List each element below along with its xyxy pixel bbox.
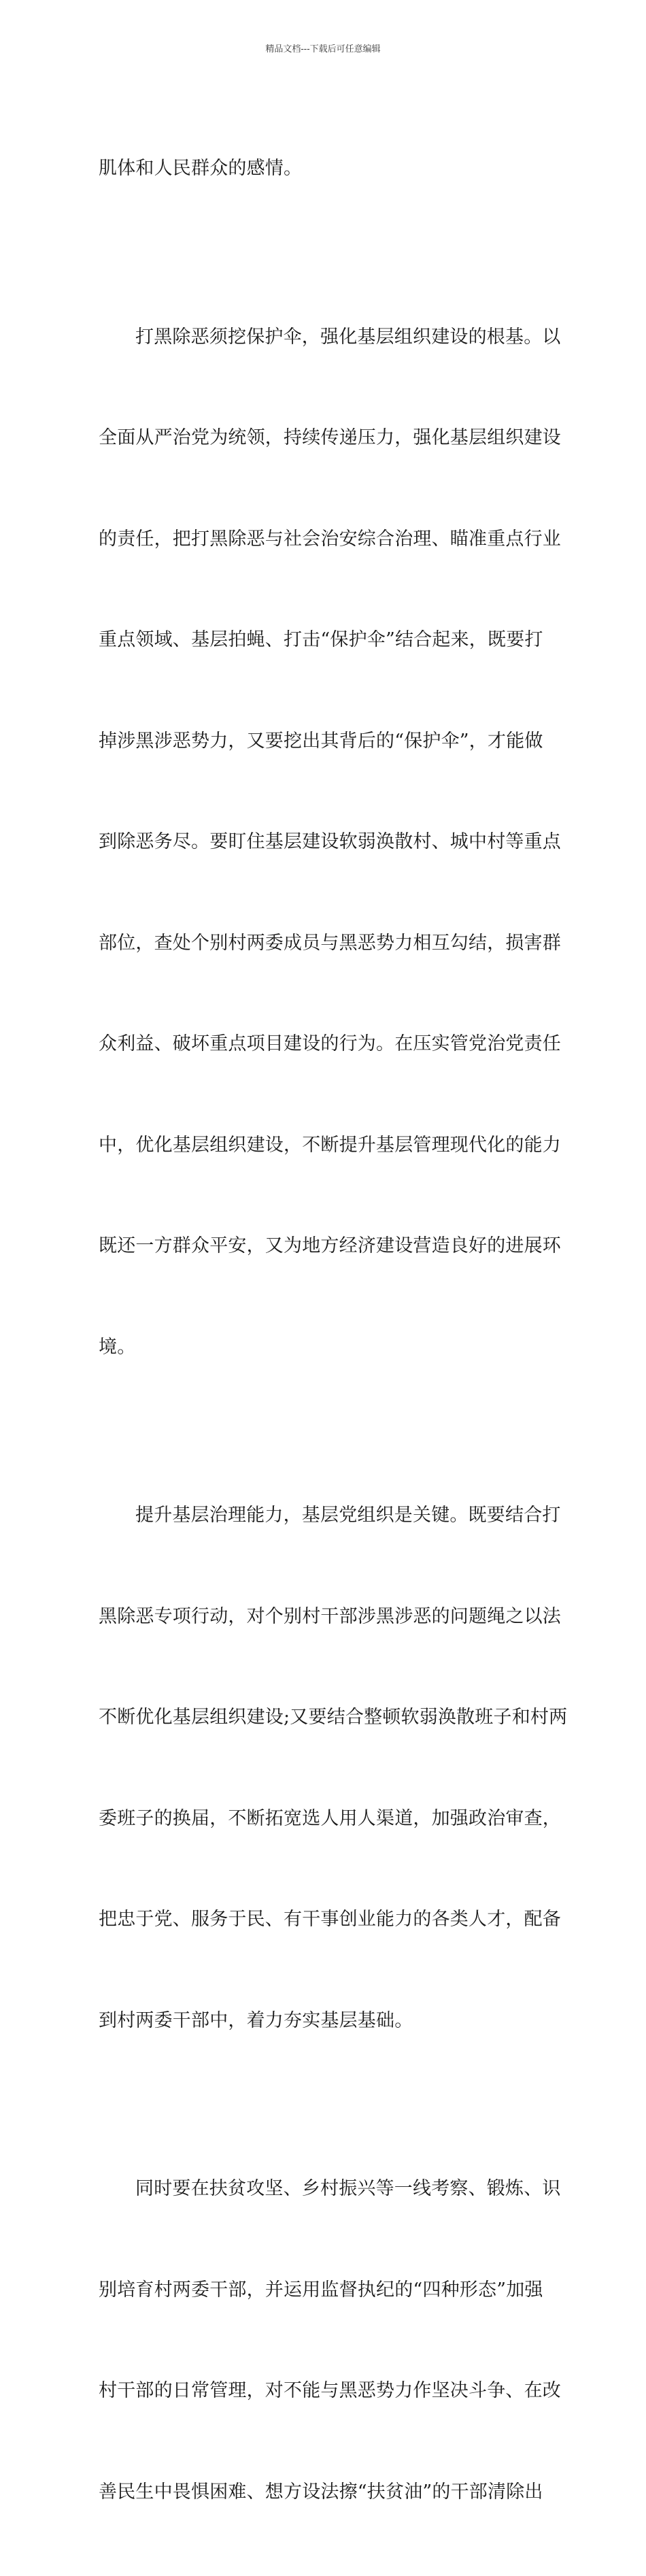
text-line: 别培育村两委干部，并运用监督执纪的“四种形态”加强	[99, 2279, 543, 2301]
text-line: 全面从严治党为统领，持续传递压力，强化基层组织建设	[99, 427, 561, 448]
document-body	[99, 84, 568, 2576]
paragraph-1	[99, 84, 551, 253]
text-line: 肌体和人民群众的感情。	[99, 158, 303, 179]
text-line: 黑除恶专项行动，对个别村干部涉黑涉恶的问题绳之以法	[99, 1605, 561, 1627]
text-line: 中，优化基层组织建设，不断提升基层管理现代化的能力	[99, 1134, 561, 1156]
text-line: 村干部的日常管理，对不能与黑恶势力作坚决斗争、在改	[99, 2380, 561, 2401]
text-line: 部位，查处个别村两委成员与黑恶势力相互勾结，损害群	[99, 932, 561, 954]
text-line: 掉涉黑涉恶势力，又要挖出其背后的“保护伞”，才能做	[99, 730, 543, 752]
text-line: 到除恶务尽。要盯住基层建设软弱涣散村、城中村等重点	[99, 831, 561, 852]
text-line: 众利益、破坏重点项目建设的行为。在压实管党治党责任	[99, 1033, 561, 1054]
paragraph-2	[99, 253, 561, 1432]
text-line: 打黑除恶须挖保护伞，强化基层组织建设的根基。以	[135, 326, 561, 348]
text-line: 不断优化基层组织建设;又要结合整顿软弱涣散班子和村两	[99, 1707, 568, 1728]
text-line: 委班子的换届，不断拓宽选人用人渠道，加强政治审查，	[99, 1807, 561, 1829]
text-line: 境。	[99, 1336, 136, 1358]
text-line: 到村两委干部中，着力夯实基层基础。	[99, 2009, 413, 2031]
text-line: 同时要在扶贫攻坚、乡村振兴等一线考察、锻炼、识	[135, 2178, 561, 2199]
text-line: 既还一方群众平安，又为地方经济建设营造良好的进展环	[99, 1235, 561, 1256]
text-line: 把忠于党、服务于民、有干事创业能力的各类人才，配备	[99, 1909, 561, 1930]
text-line: 重点领域、基层拍蝇、打击“保护伞”结合起来，既要打	[99, 629, 543, 650]
text-line: 的责任，把打黑除恶与社会治安综合治理、瞄准重点行业	[99, 528, 561, 550]
text-line: 善民生中畏惧困难、想方设法擦“扶贫油”的干部清除出	[99, 2481, 543, 2503]
text-line: 提升基层治理能力，基层党组织是关键。既要结合打	[135, 1505, 561, 1526]
page-header: 精品文档---下载后可任意编辑	[265, 44, 381, 54]
paragraph-3	[99, 1431, 568, 2105]
paragraph-4	[99, 2105, 561, 2576]
